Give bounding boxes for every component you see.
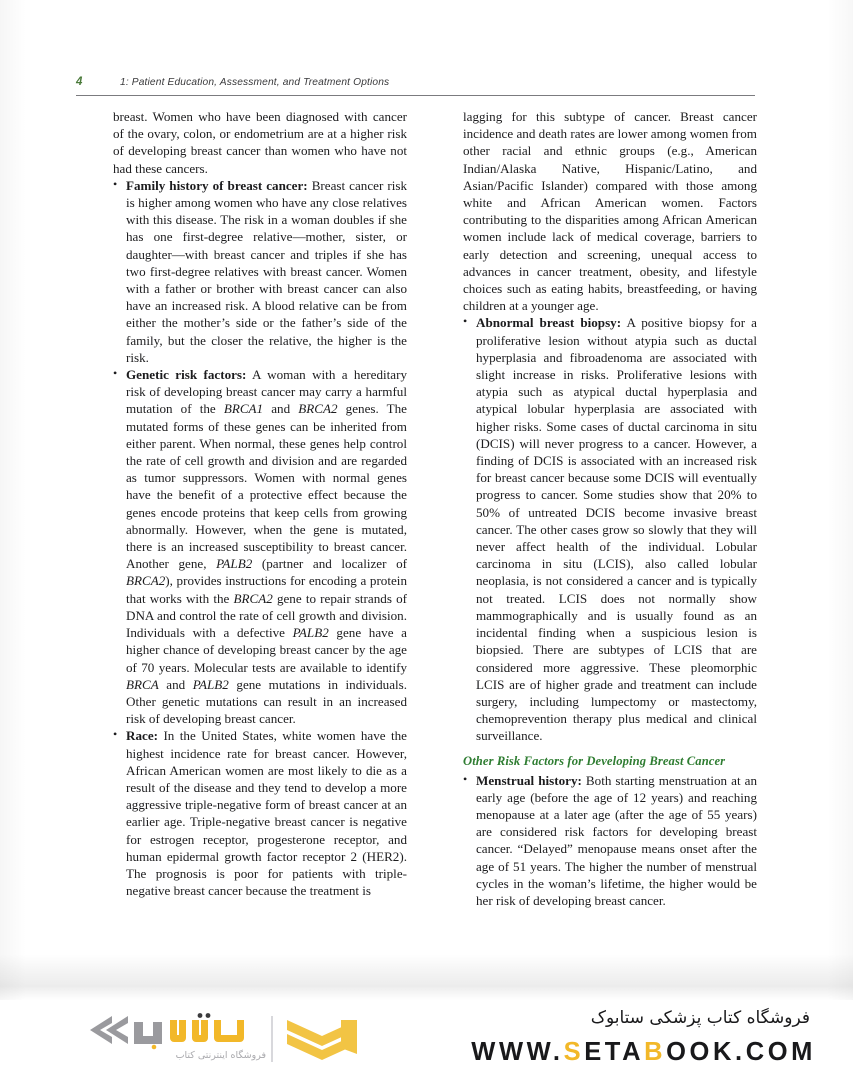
site-url[interactable]	[471, 1038, 816, 1067]
list-item	[463, 314, 757, 744]
site-url-prefix: WWW.	[471, 1038, 564, 1066]
setabook-chevron-mark-icon	[285, 1018, 359, 1062]
site-url-b: B	[644, 1038, 667, 1066]
list-item-lead: Family history of breast cancer:	[126, 177, 308, 193]
column-left	[113, 108, 407, 899]
site-url-suffix: OOK.COM	[666, 1038, 816, 1066]
site-url-s: S	[563, 1038, 585, 1066]
running-head-rule	[76, 95, 755, 96]
list-item	[463, 772, 757, 910]
continued-paragraph-left: breast. Women who have been diagnosed with cancer of the ovary, colon, or endometrium are at a higher risk of developing breast cancer than women who have not had these cancers.	[113, 109, 407, 176]
list-item-lead: Abnormal breast biopsy:	[476, 315, 622, 331]
list-item	[113, 366, 407, 727]
list-item	[113, 727, 407, 899]
column-right	[463, 108, 757, 909]
other-risk-factor-list	[463, 772, 757, 910]
setabook-logo[interactable]	[78, 1012, 378, 1070]
list-item-lead: Race:	[126, 728, 158, 744]
list-item-text: Both starting menstruation at an early age (before the age of 12 years) and reaching menopause at a later age (after the age of 55 years) are considered risk factors for developing breast cancer. “Delayed” menopause means onset after the age of 51 years. The higher the number of menstrual cycles in the woman’s lifetime, the higher would be her risk of developing breast cancer.	[476, 772, 757, 908]
running-head	[76, 76, 756, 100]
site-title-fa: فروشگاه کتاب پزشکی ستابوک	[590, 1008, 810, 1028]
setabook-site-block[interactable]	[420, 1008, 820, 1072]
section-heading: Other Risk Factors for Developing Breast Cancer	[463, 753, 726, 768]
logo-divider	[271, 1016, 273, 1062]
list-item	[113, 177, 407, 366]
site-url-eta: ETA	[584, 1038, 645, 1066]
running-head-title: 1: Patient Education, Assessment, and Treatment Options	[120, 77, 390, 88]
list-item-text: Breast cancer risk is higher among women who have any close relatives with this disease. The risk in a woman doubles if she has one first-degree relative—mother, sister, or daughter—with breast cancer and triples if she has two first-degree relatives with breast cancer. Women with a father or brother with breast cancer can also have an increased risk. A blood relative can be from either the mother’s side or the father’s side of the family, but the closer the relative, the higher is the risk.	[126, 177, 407, 365]
list-item-text: In the United States, white women have the highest incidence rate for breast cancer. However, African American women are most likely to die as a result of the disease and they tend to develop a more aggressive triple-negative form of breast cancer at an earlier age. Triple-negative breast cancer is negative for estrogen receptor, progesterone receptor, and human epidermal growth factor receptor 2 (HER2). The prognosis is poor for patients with triple-negative breast cancer because the treatment is	[126, 728, 407, 899]
risk-factor-list-left	[113, 177, 407, 900]
list-item-lead: Genetic risk factors:	[126, 367, 247, 383]
risk-factor-list-right	[463, 314, 757, 744]
list-item-lead: Menstrual history:	[476, 772, 582, 788]
body-columns	[0, 108, 853, 983]
setabook-wordmark-icon	[78, 1012, 263, 1052]
continued-paragraph-right: lagging for this subtype of cancer. Breast cancer incidence and death rates are lower among women from other racial and ethnic groups (e.g., American Indian/Alaska Native, Hispanic/Latino, and Asian/Pacific Islander) compared with those among white and African American women. Factors contributing to the disparities among African American women include lack of medical coverage, barriers to early detection and screening, unequal access to advances in cancer treatment, obesity, and lifestyle choices such as eating habits, breastfeeding, or having children at a younger age.	[463, 109, 757, 314]
setabook-logo-tagline: فروشگاه اینترنتی کتاب	[175, 1050, 266, 1061]
list-item-text: A positive biopsy for a proliferative lesion without atypia such as ductal hyperplasia and fibroadenoma are associated with slight increase in risks. Proliferative lesions with atypia such as atypical ductal hyperplasia and atypical lobular hyperplasia are associated with higher risks. Some cases of ductal carcinoma in situ (DCIS) will never progress to a cancer. However, a finding of DCIS is associated with an increased risk for breast cancer because some DCIS will eventually progress to cancer. Some studies show that 20% to 50% of untreated DCIS become invasive breast cancer. The other cases grow so slowly that they will never affect health of the individual. Lobular carcinoma in situ (LCIS), also called lobular neoplasia, is not considered a cancer and is typically not treated. LCIS does not normally show mammographically and is usually found as an incidental finding when a suspicious lesion is biopsied. There are subtypes of LCIS that are considered more aggressive. These pleomorphic LCIS are of higher grade and treatment can include surgery, including lumpectomy or mastectomy, chemoprevention therapy plus medical and clinical surveillance.	[476, 315, 757, 744]
list-item-text: A woman with a hereditary risk of developing breast cancer may carry a harmful mutation of the BRCA1 and BRCA2 genes. The mutated forms of these genes can be inherited from either parent. When normal, these genes help control the rate of cell growth and division and are regarded as tumor suppressors. Women with normal genes have the benefit of a protective effect because the genes encode proteins that keep cells from growing abnormally. However, when the gene is mutated, there is an increased susceptibility to breast cancer. Another gene, PALB2 (partner and localizer of BRCA2), provides instructions for encoding a protein that works with the BRCA2 gene to repair strands of DNA and control the rate of cell growth and division. Individuals with a defective PALB2 gene have a higher chance of developing breast cancer by the age of 70 years. Molecular tests are available to identify BRCA and PALB2 gene mutations in individuals. Other genetic mutations can result in an increased risk of developing breast cancer.	[126, 367, 408, 727]
page-number: 4	[76, 76, 83, 88]
